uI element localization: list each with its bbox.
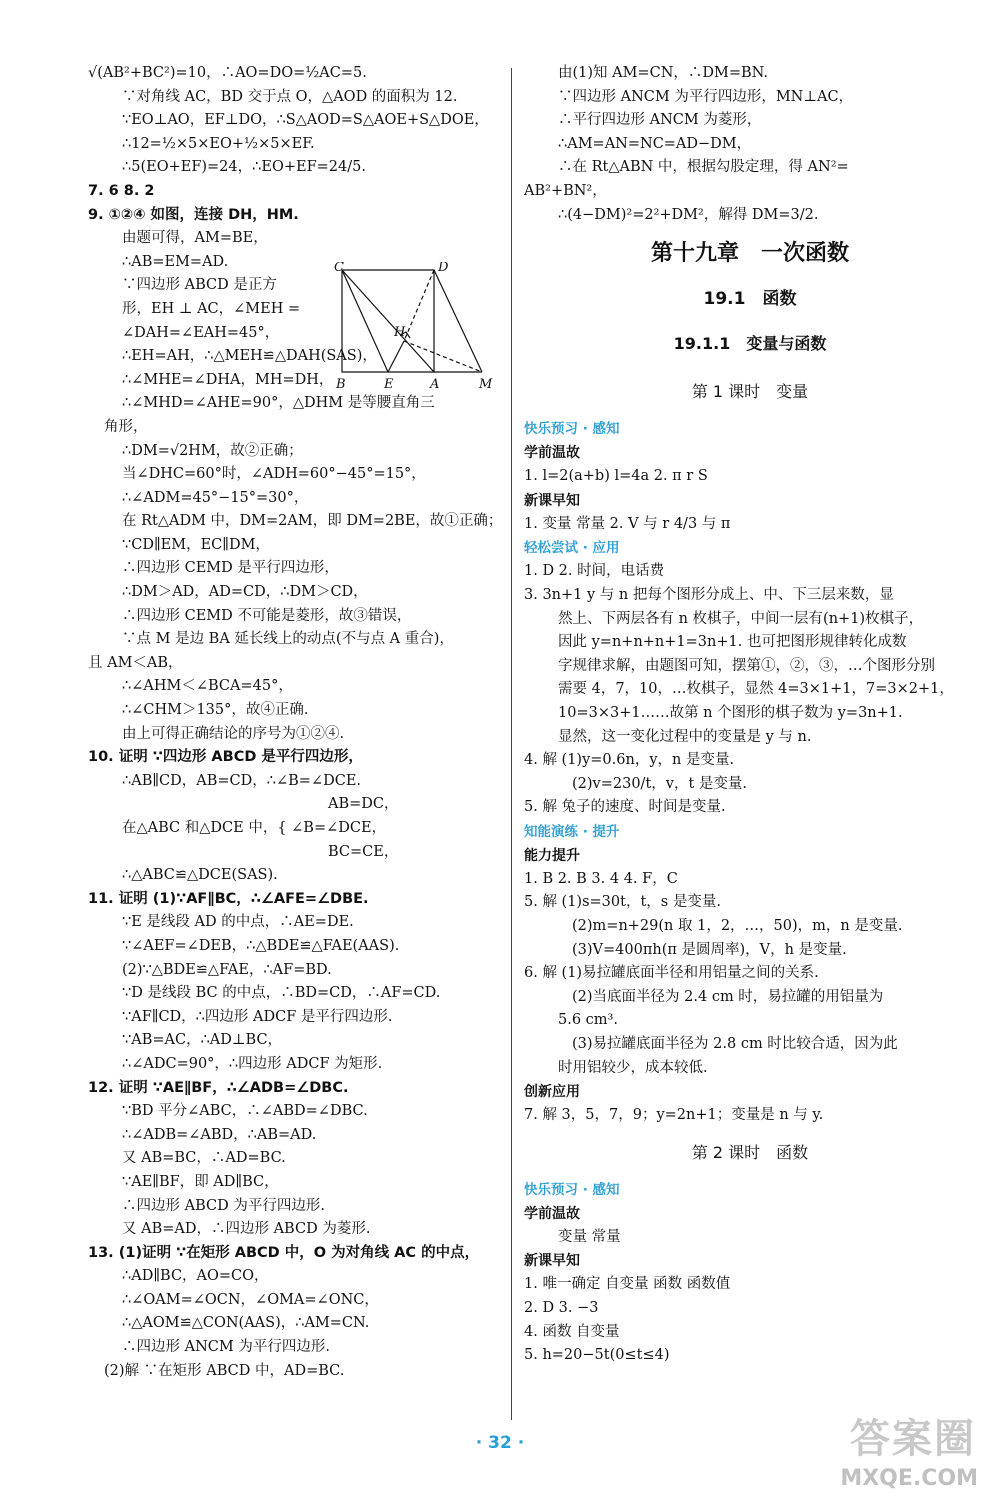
geometry-figure <box>334 262 494 390</box>
label-m: M <box>479 377 493 390</box>
answer-line: 又 AB=AD，∴四边形 ABCD 为菱形. <box>122 1221 371 1238</box>
answer-line: 在 Rt△ADM 中，DM=2AM，即 DM=2BE，故①正确； <box>122 513 503 530</box>
answer-line: ∴AM=AN=NC=AD−DM， <box>558 135 752 152</box>
answer-line: (2)解 ∵在矩形 ABCD 中，AD=BC. <box>104 1362 345 1379</box>
subheading: 创新应用 <box>524 1084 580 1101</box>
section-banner: 知能演练 · 提升 <box>524 823 620 840</box>
answer-line: 时用铝较少，成本较低. <box>558 1059 708 1076</box>
answer-line: BC=CE， <box>328 843 399 860</box>
answer-line: ∵BD 平分∠ABC，∴∠ABD=∠DBC. <box>122 1103 368 1120</box>
answer-line: ∴四边形 CEMD 是平行四边形， <box>122 560 339 577</box>
answer-line: ∴DM=√2HM，故②正确； <box>122 442 303 459</box>
answer-line: ∵AF∥CD，∴四边形 ADCF 是平行四边形. <box>122 1008 393 1025</box>
answer-line: ∴5(EO+EF)=24，∴EO+EF=24/5. <box>122 159 366 176</box>
answer-line: ∴∠ADM=45°−15°=30°， <box>122 489 309 506</box>
answer-line: ∴四边形 CEMD 不可能是菱形，故③错误， <box>122 607 412 624</box>
answer-line: ∵对角线 AC，BD 交于点 O，△AOD 的面积为 12. <box>122 88 458 105</box>
answer-line: 字规律求解，由题图可知，摆第①，②，③，…个图形分别 <box>558 657 935 674</box>
answer-line: 10. 证明 ∵四边形 ABCD 是平行四边形， <box>88 749 363 766</box>
diagonal-ca <box>342 270 434 372</box>
subheading: 新课早知 <box>524 1253 580 1270</box>
answer-line: ∴AB=EM=AD. <box>122 253 229 270</box>
lesson-1-body <box>524 417 976 1128</box>
answer-line: ∵D 是线段 BC 的中点，∴BD=CD，∴AF=CD. <box>122 985 441 1002</box>
answer-line: 2. D 3. −3 <box>524 1300 599 1316</box>
subsection-title: 19.1.1 变量与函数 <box>673 334 827 354</box>
answer-line: ∠DAH=∠EAH=45°， <box>122 324 280 341</box>
answer-line: 因此 y=n+n+n+1=3n+1. 也可把图形规律转化成数 <box>558 634 907 651</box>
answer-line: ∵四边形 ABCD 是正方 <box>122 277 277 294</box>
answer-line: ∵EO⊥AO，EF⊥DO，∴S△AOD=S△AOE+S△DOE， <box>122 112 489 129</box>
column-divider <box>511 68 512 1420</box>
answer-line: ∴在 Rt△ABN 中，根据勾股定理，得 AN²= <box>558 159 849 176</box>
subheading: 学前温故 <box>524 445 580 462</box>
answer-line: 5. 解 (1)s=30t，t，s 是变量. <box>524 894 721 911</box>
answer-line: ∴DM＞AD，AD=CD，∴DM＞CD， <box>122 584 368 601</box>
segment-eh <box>388 341 404 372</box>
answer-line: ∴EH=AH，∴△MEH≌△DAH(SAS)， <box>122 348 377 365</box>
answer-line: ∴12=½×5×EO+½×5×EF. <box>122 135 315 152</box>
answer-line: 形，EH ⊥ AC，∠MEH = <box>122 300 301 317</box>
answer-line: 变量 常量 <box>558 1228 621 1245</box>
answer-line: ∴∠OAM=∠OCN，∠OMA=∠ONC， <box>122 1291 379 1308</box>
chapter-title: 第十九章 一次函数 <box>650 241 849 267</box>
section-banner: 轻松尝试 · 应用 <box>524 540 620 557</box>
answer-line: AB²+BN²， <box>524 182 607 199</box>
watermark-url: MXQE.COM <box>840 1466 978 1491</box>
answer-line: 当∠DHC=60°时，∠ADH=60°−45°=15°， <box>122 466 426 483</box>
answer-line: 然上、下两层各有 n 枚棋子，中间一层有(n+1)枚棋子， <box>558 610 924 627</box>
segment-dh <box>404 270 434 341</box>
answer-line: ∵点 M 是边 BA 延长线上的动点(不与点 A 重合)， <box>122 631 454 648</box>
lesson-2-body <box>524 1178 976 1368</box>
answer-line: (2)v=230/t，v，t 是变量. <box>572 775 748 792</box>
answer-line: ∴平行四边形 ANCM 为菱形， <box>558 112 762 129</box>
answer-line: ∵CD∥EM，EC∥DM， <box>122 536 270 553</box>
answer-line: ∵AE∥BF，即 AD∥BC， <box>122 1173 279 1190</box>
lesson-2-title: 第 2 课时 函数 <box>691 1142 809 1162</box>
answer-line: (2)当底面半径为 2.4 cm 时，易拉罐的用铝量为 <box>572 988 884 1005</box>
answer-line: ∴AB∥CD，AB=CD，∴∠B=∠DCE. <box>122 772 362 789</box>
label-b: B <box>336 377 346 390</box>
label-h: H <box>394 325 406 340</box>
answer-line: 1. B 2. B 3. 4 4. F，C <box>524 870 678 887</box>
answer-line: ∴∠MHD=∠AHE=90°，△DHM 是等腰直角三 <box>122 395 435 412</box>
answer-line: (2)m=n+29(n 取 1，2，…，50)，m，n 是变量. <box>572 918 903 935</box>
label-e: E <box>384 377 394 390</box>
answer-line: √(AB²+BC²)=10，∴AO=DO=½AC=5. <box>88 65 367 81</box>
answer-line: 1. l=2(a+b) l=4a 2. π r S <box>524 468 708 485</box>
answer-line: (3)V=400πh(π 是圆周率)，V，h 是变量. <box>572 941 847 958</box>
answer-line: 4. 函数 自变量 <box>524 1323 620 1340</box>
answer-line: 7. 解 3，5，7，9；y=2n+1；变量是 n 与 y. <box>524 1107 824 1124</box>
answer-line: ∴△ABC≌△DCE(SAS). <box>122 867 278 884</box>
watermark-logo: 答案圈 <box>850 1416 976 1462</box>
segment-dm <box>434 270 482 372</box>
answer-line: ∴四边形 ANCM 为平行四边形. <box>122 1339 330 1356</box>
left-column <box>88 62 503 1383</box>
right-column <box>524 62 976 1368</box>
section-banner: 快乐预习 · 感知 <box>524 421 620 438</box>
label-c: C <box>334 262 344 275</box>
answer-line: 6. 解 (1)易拉罐底面半径和用铝量之间的关系. <box>524 965 819 982</box>
answer-line: ∴∠AHM＜∠BCA=45°， <box>122 678 293 695</box>
answer-line: ∴∠MHE=∠DHA，MH=DH， <box>122 371 334 388</box>
answer-line: 显然，这一变化过程中的变量是 y 与 n. <box>558 728 812 745</box>
answer-line: (2)∵△BDE≌△FAE，∴AF=BD. <box>122 961 332 978</box>
answer-line: ∵AB=AC，∴AD⊥BC， <box>122 1032 283 1049</box>
answer-line: 在△ABC 和△DCE 中，{ ∠B=∠DCE， <box>122 820 387 836</box>
answer-line: 1. D 2. 时间，电话费 <box>524 563 665 580</box>
answer-line: 5. h=20−5t(0≤t≤4) <box>524 1347 670 1364</box>
subheading: 新课早知 <box>524 492 580 509</box>
answer-line: ∵四边形 ANCM 为平行四边形，MN⊥AC， <box>558 88 854 105</box>
answer-line: ∴四边形 ABCD 为平行四边形. <box>122 1197 325 1214</box>
label-d: D <box>438 262 449 275</box>
answer-line: 角形， <box>104 418 148 435</box>
answer-line: 3. 3n+1 y 与 n 把每个图形分成上、中、下三层来数，显 <box>524 586 894 603</box>
subheading: 能力提升 <box>524 847 580 864</box>
answer-line: ∵∠AEF=∠DEB，∴△BDE≌△FAE(AAS). <box>122 937 400 954</box>
answer-line: 且 AM＜AB， <box>88 654 183 671</box>
answer-line: 1. 唯一确定 自变量 函数 函数值 <box>524 1276 731 1293</box>
segment-ce <box>342 270 388 372</box>
right-top-block <box>524 62 976 227</box>
answer-line: 13. (1)证明 ∵在矩形 ABCD 中，O 为对角线 AC 的中点， <box>88 1244 480 1261</box>
answer-line: ∴∠ADB=∠ABD，∴AB=AD. <box>122 1126 317 1143</box>
answer-line: 7. 6 8. 2 <box>88 182 155 199</box>
answer-line: 4. 解 (1)y=0.6n，y，n 是变量. <box>524 752 735 769</box>
subheading: 学前温故 <box>524 1205 580 1222</box>
section-title: 19.1 函数 <box>703 289 797 310</box>
label-a: A <box>430 377 440 390</box>
answer-line: 10=3×3+1……故第 n 个图形的棋子数为 y=3n+1. <box>558 704 903 721</box>
answer-line: 12. 证明 ∵AE∥BF，∴∠ADB=∠DBC. <box>88 1079 349 1096</box>
answer-line: ∴△AOM≌△CON(AAS)，∴AM=CN. <box>122 1315 370 1332</box>
answer-line: 又 AB=BC，∴AD=BC. <box>122 1150 286 1167</box>
answer-line: ∴AD∥BC，AO=CO， <box>122 1268 269 1285</box>
answer-line: 5. 解 兔子的速度、时间是变量. <box>524 799 726 816</box>
answer-line: ∴(4−DM)²=2²+DM²，解得 DM=3/2. <box>558 206 819 223</box>
answer-line: 9. ①②④ 如图，连接 DH，HM. <box>88 206 299 223</box>
answer-line: 11. 证明 (1)∵AF∥BC，∴∠AFE=∠DBE. <box>88 890 369 907</box>
answer-line: 由题可得，AM=BE， <box>122 230 268 247</box>
answer-line: ∴∠CHM＞135°，故④正确. <box>122 702 309 719</box>
section-banner: 快乐预习 · 感知 <box>524 1181 620 1198</box>
answer-line: AB=DC， <box>328 796 399 813</box>
answer-line: (3)易拉罐底面半径为 2.8 cm 时比较合适，因为此 <box>572 1036 898 1053</box>
answer-line: 需要 4，7，10，…枚棋子，显然 4=3×1+1，7=3×2+1， <box>558 681 954 698</box>
answer-line: ∵E 是线段 AD 的中点，∴AE=DE. <box>122 914 354 931</box>
answer-line: 由(1)知 AM=CN，∴DM=BN. <box>558 65 769 81</box>
answer-line: ∴∠ADC=90°，∴四边形 ADCF 为矩形. <box>122 1055 383 1072</box>
page-number: · 32 · <box>475 1433 525 1453</box>
answer-line: 由上可得正确结论的序号为①②④. <box>122 725 345 742</box>
answer-line: 1. 变量 常量 2. V 与 r 4/3 与 π <box>524 515 731 532</box>
lesson-1-title: 第 1 课时 变量 <box>691 382 809 402</box>
watermark <box>822 1407 982 1493</box>
segment-hm <box>404 341 482 372</box>
answer-line: 5.6 cm³. <box>558 1012 618 1029</box>
